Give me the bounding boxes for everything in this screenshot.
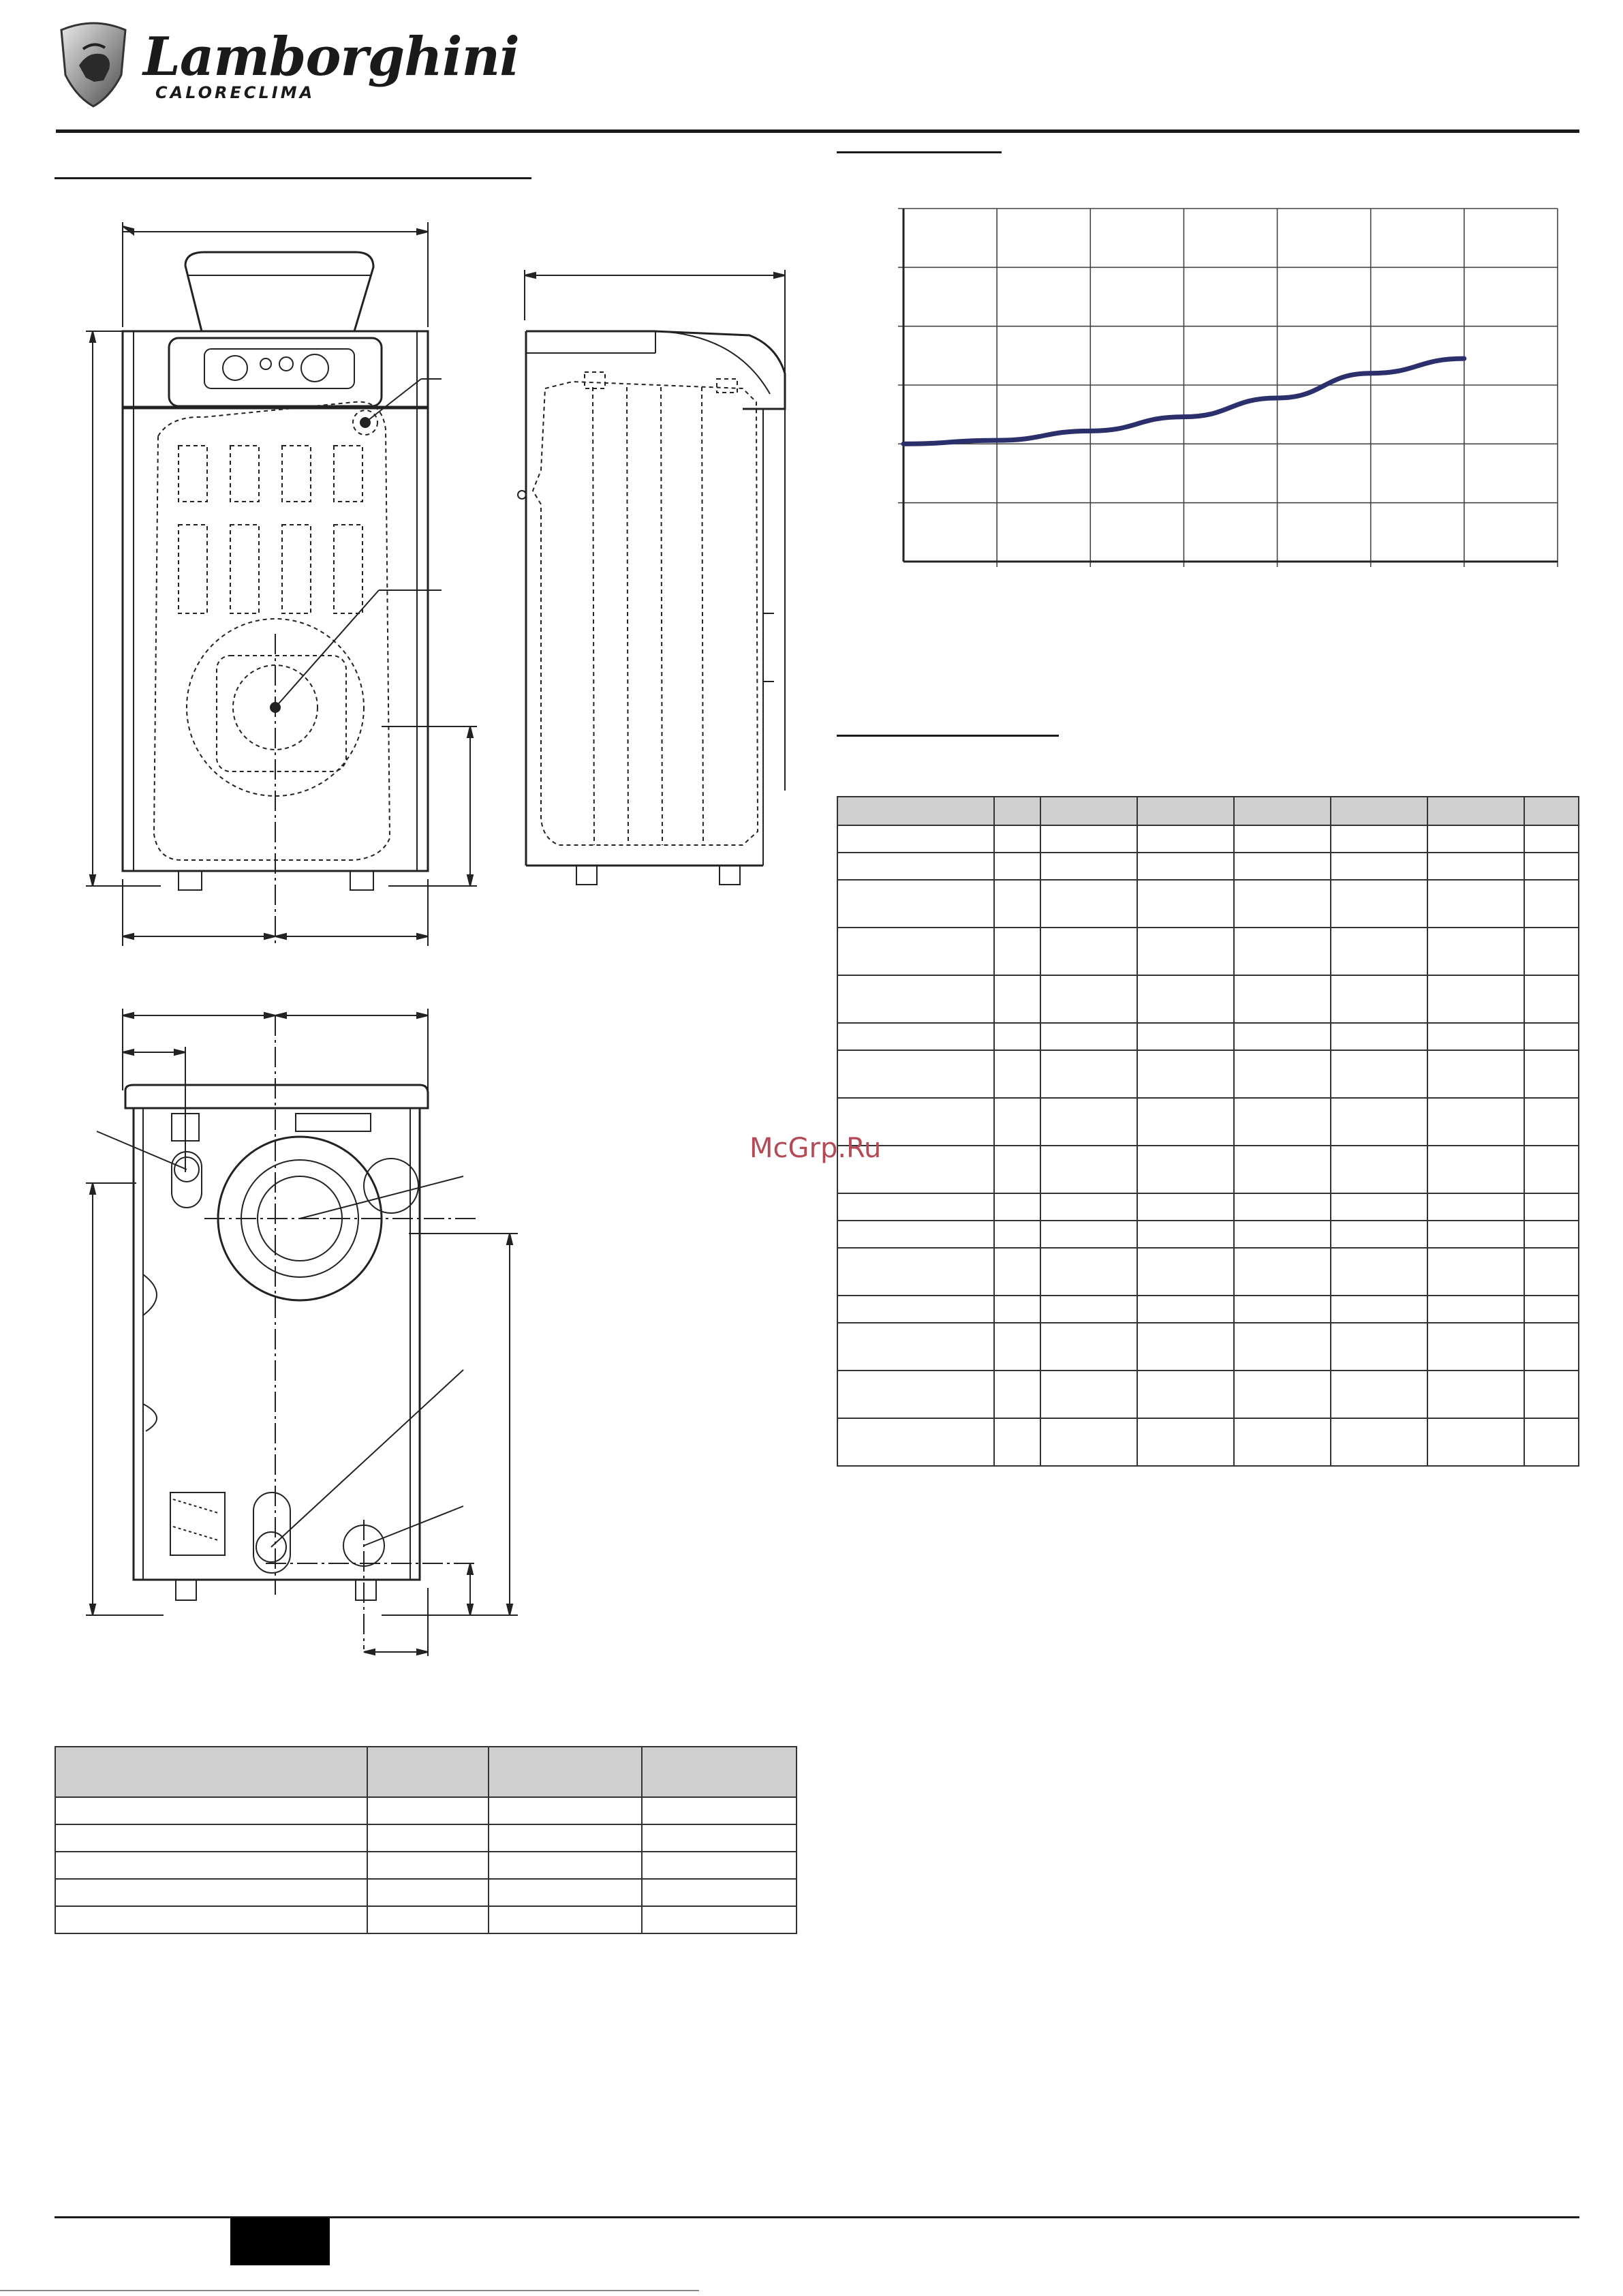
spec-table-cell <box>837 1323 994 1371</box>
spec-table-cell <box>837 1296 994 1323</box>
spec-table-row <box>837 1098 1579 1146</box>
bottom-fold-line <box>0 2290 699 2291</box>
dimensions-table-cell <box>489 1906 642 1933</box>
spec-table-row <box>837 1323 1579 1371</box>
dimensions-table-row <box>55 1906 797 1933</box>
dimensions-table-cell <box>489 1747 642 1797</box>
spec-table-cell <box>1040 1323 1137 1371</box>
dimensions-table-cell <box>489 1879 642 1906</box>
spec-table-cell <box>837 1221 994 1248</box>
spec-table-row <box>837 853 1579 880</box>
spec-table-cell <box>1234 1023 1331 1050</box>
boiler-technical-drawing <box>0 204 818 1656</box>
spec-table-cell <box>1524 1418 1579 1466</box>
brand-name: Lamborghini <box>143 26 519 88</box>
spec-table-cell <box>1137 1221 1234 1248</box>
spec-table-cell <box>1427 797 1524 825</box>
dimensions-table-cell <box>642 1824 797 1852</box>
spec-table-cell <box>1427 853 1524 880</box>
spec-table-cell <box>1427 975 1524 1023</box>
spec-table-cell <box>994 797 1040 825</box>
spec-table-cell <box>1137 1296 1234 1323</box>
spec-table-cell <box>1427 1146 1524 1193</box>
spec-table-cell <box>1040 1418 1137 1466</box>
front-view <box>86 222 477 947</box>
table-section-underline <box>837 735 1059 737</box>
back-view <box>86 1009 518 1656</box>
dimensions-table-row <box>55 1824 797 1852</box>
brand-subtitle: CALORECLIMA <box>155 83 315 102</box>
spec-table-cell <box>1331 1193 1427 1221</box>
spec-table-cell <box>1524 1248 1579 1296</box>
spec-table-cell <box>1427 1193 1524 1221</box>
spec-table-cell <box>1427 1098 1524 1146</box>
spec-table-cell <box>1234 975 1331 1023</box>
spec-table-cell <box>1427 1371 1524 1418</box>
spec-table-cell <box>837 1248 994 1296</box>
spec-table-row <box>837 1296 1579 1323</box>
spec-table-cell <box>1427 1323 1524 1371</box>
spec-table-cell <box>1427 1221 1524 1248</box>
spec-table-cell <box>837 1050 994 1098</box>
spec-table-cell <box>994 1146 1040 1193</box>
spec-table-cell <box>1137 1146 1234 1193</box>
dimensions-table-cell <box>489 1852 642 1879</box>
dimensions-table-row <box>55 1879 797 1906</box>
dimensions-table-cell <box>489 1797 642 1824</box>
spec-table-cell <box>1427 1050 1524 1098</box>
spec-table-cell <box>1040 853 1137 880</box>
spec-table-cell <box>1524 1221 1579 1248</box>
spec-table-cell <box>1331 853 1427 880</box>
spec-table-cell <box>1137 1323 1234 1371</box>
spec-table-row <box>837 1371 1579 1418</box>
dimensions-table-cell <box>367 1852 488 1879</box>
spec-table-row <box>837 975 1579 1023</box>
spec-table-cell <box>837 1371 994 1418</box>
dimensions-table <box>55 1746 797 1934</box>
spec-table-cell <box>994 1050 1040 1098</box>
spec-table-cell <box>837 853 994 880</box>
spec-table-cell <box>1137 1371 1234 1418</box>
spec-table-cell <box>1137 880 1234 928</box>
spec-table-cell <box>1524 1323 1579 1371</box>
dimensions-table-cell <box>642 1852 797 1879</box>
spec-table-cell <box>1234 1193 1331 1221</box>
spec-table-cell <box>1524 797 1579 825</box>
spec-table-cell <box>1040 880 1137 928</box>
spec-table-cell <box>1040 1050 1137 1098</box>
dimensions-table-cell <box>55 1824 367 1852</box>
spec-table-cell <box>1137 928 1234 975</box>
side-view <box>518 270 785 885</box>
dimensions-table-cell <box>367 1797 488 1824</box>
spec-table-cell <box>1040 1221 1137 1248</box>
spec-table-cell <box>1331 825 1427 853</box>
spec-table-cell <box>1137 975 1234 1023</box>
spec-table-cell <box>1137 825 1234 853</box>
spec-table-cell <box>1234 825 1331 853</box>
spec-table-cell <box>1331 1221 1427 1248</box>
spec-table-cell <box>1331 1098 1427 1146</box>
dimensions-table-cell <box>642 1906 797 1933</box>
dimensions-table-header-row <box>55 1747 797 1797</box>
spec-table-row <box>837 1221 1579 1248</box>
spec-table-cell <box>1234 1323 1331 1371</box>
dimensions-table-row <box>55 1852 797 1879</box>
spec-table-cell <box>1137 1418 1234 1466</box>
spec-table-cell <box>1524 1050 1579 1098</box>
spec-table-cell <box>1331 975 1427 1023</box>
chart-grid <box>898 209 1558 567</box>
spec-table-cell <box>994 1248 1040 1296</box>
spec-table-cell <box>1040 1098 1137 1146</box>
spec-table-row <box>837 1193 1579 1221</box>
spec-table-cell <box>837 880 994 928</box>
spec-table-cell <box>1137 797 1234 825</box>
spec-table-cell <box>1040 1193 1137 1221</box>
spec-table-cell <box>1331 880 1427 928</box>
spec-table-cell <box>1234 1371 1331 1418</box>
spec-table-cell <box>994 1371 1040 1418</box>
dimensions-table-cell <box>55 1797 367 1824</box>
spec-table-cell <box>994 1193 1040 1221</box>
spec-table-cell <box>1234 880 1331 928</box>
spec-table-cell <box>1040 797 1137 825</box>
spec-table-cell <box>1524 825 1579 853</box>
spec-table-row <box>837 1023 1579 1050</box>
spec-table-cell <box>1331 1323 1427 1371</box>
spec-table-row <box>837 1248 1579 1296</box>
spec-table-cell <box>994 880 1040 928</box>
spec-table-cell <box>1524 1146 1579 1193</box>
technical-spec-table <box>837 796 1579 1467</box>
spec-table-cell <box>1234 1221 1331 1248</box>
spec-table-cell <box>1040 825 1137 853</box>
spec-table-cell <box>837 975 994 1023</box>
spec-table-cell <box>1427 1418 1524 1466</box>
dimensions-table-cell <box>367 1879 488 1906</box>
dimensions-table-cell <box>55 1747 367 1797</box>
watermark-text: McGrp.Ru <box>749 1133 882 1164</box>
spec-table-row <box>837 1146 1579 1193</box>
spec-table-cell <box>837 928 994 975</box>
spec-table-cell <box>994 1418 1040 1466</box>
spec-table-cell <box>1040 1248 1137 1296</box>
spec-table-cell <box>1524 1193 1579 1221</box>
spec-table-cell <box>1137 1098 1234 1146</box>
spec-table-cell <box>1234 1418 1331 1466</box>
dimensions-table-cell <box>642 1797 797 1824</box>
spec-table-cell <box>1524 928 1579 975</box>
dimensions-table-cell <box>55 1879 367 1906</box>
performance-chart <box>893 202 1567 575</box>
spec-table-cell <box>1331 928 1427 975</box>
spec-table-cell <box>1040 975 1137 1023</box>
spec-table-cell <box>994 853 1040 880</box>
spec-table-cell <box>1234 797 1331 825</box>
spec-table-cell <box>1427 1248 1524 1296</box>
spec-table-cell <box>1331 1371 1427 1418</box>
spec-table-cell <box>1234 1098 1331 1146</box>
spec-table-cell <box>1427 1023 1524 1050</box>
spec-table-cell <box>1524 1098 1579 1146</box>
spec-table-row <box>837 880 1579 928</box>
dimensions-table-cell <box>367 1906 488 1933</box>
dimensions-table-cell <box>642 1879 797 1906</box>
spec-table-cell <box>1234 1050 1331 1098</box>
dimensions-table-cell <box>55 1852 367 1879</box>
spec-table-cell <box>1137 1248 1234 1296</box>
spec-table-row <box>837 825 1579 853</box>
spec-table-cell <box>1524 1371 1579 1418</box>
spec-table-cell <box>1331 1248 1427 1296</box>
spec-table-cell <box>1427 880 1524 928</box>
spec-table-cell <box>1331 797 1427 825</box>
spec-table-cell <box>994 1023 1040 1050</box>
spec-table-cell <box>1331 1050 1427 1098</box>
dimensions-table-row <box>55 1797 797 1824</box>
spec-table-cell <box>1040 1296 1137 1323</box>
spec-table-cell <box>837 1023 994 1050</box>
spec-table-cell <box>1524 1296 1579 1323</box>
spec-table-cell <box>994 928 1040 975</box>
spec-table-cell <box>1040 1146 1137 1193</box>
spec-table-cell <box>1234 853 1331 880</box>
spec-table-row <box>837 928 1579 975</box>
dimensions-table-cell <box>55 1906 367 1933</box>
spec-table-cell <box>1427 928 1524 975</box>
spec-table-row <box>837 1418 1579 1466</box>
spec-table-cell <box>994 825 1040 853</box>
spec-table-cell <box>1234 1146 1331 1193</box>
spec-table-cell <box>1524 880 1579 928</box>
spec-table-cell <box>994 1323 1040 1371</box>
spec-table-cell <box>1427 1296 1524 1323</box>
spec-table-cell <box>1524 975 1579 1023</box>
spec-table-cell <box>994 1221 1040 1248</box>
spec-table-cell <box>1234 1296 1331 1323</box>
spec-table-cell <box>1524 853 1579 880</box>
spec-table-cell <box>1234 928 1331 975</box>
spec-table-cell <box>1331 1146 1427 1193</box>
spec-table-cell <box>1524 1023 1579 1050</box>
header-rule <box>56 129 1579 133</box>
spec-table-cell <box>837 1418 994 1466</box>
spec-table-cell <box>994 1296 1040 1323</box>
brand-shield-icon <box>56 20 131 109</box>
spec-table-cell <box>1040 1371 1137 1418</box>
spec-table-cell <box>837 825 994 853</box>
spec-table-cell <box>994 1098 1040 1146</box>
spec-table-cell <box>1331 1023 1427 1050</box>
spec-table-cell <box>994 975 1040 1023</box>
spec-table-cell <box>1331 1296 1427 1323</box>
spec-table-cell <box>837 797 994 825</box>
spec-table-cell <box>1331 1418 1427 1466</box>
spec-table-cell <box>1137 1050 1234 1098</box>
spec-table-cell <box>1234 1248 1331 1296</box>
spec-table-cell <box>1427 825 1524 853</box>
spec-table-cell <box>837 1193 994 1221</box>
spec-table-row <box>837 1050 1579 1098</box>
dimensions-table-cell <box>367 1824 488 1852</box>
spec-table-cell <box>1137 1193 1234 1221</box>
dimensions-table-cell <box>642 1747 797 1797</box>
page-number-box <box>230 2218 330 2265</box>
spec-table-cell <box>1137 1023 1234 1050</box>
left-section-underline <box>55 177 531 179</box>
spec-table-cell <box>1040 1023 1137 1050</box>
dimensions-table-cell <box>489 1824 642 1852</box>
spec-table-header-row <box>837 797 1579 825</box>
chart-section-underline <box>837 151 1002 153</box>
dimensions-table-cell <box>367 1747 488 1797</box>
spec-table-cell <box>1040 928 1137 975</box>
spec-table-cell <box>1137 853 1234 880</box>
